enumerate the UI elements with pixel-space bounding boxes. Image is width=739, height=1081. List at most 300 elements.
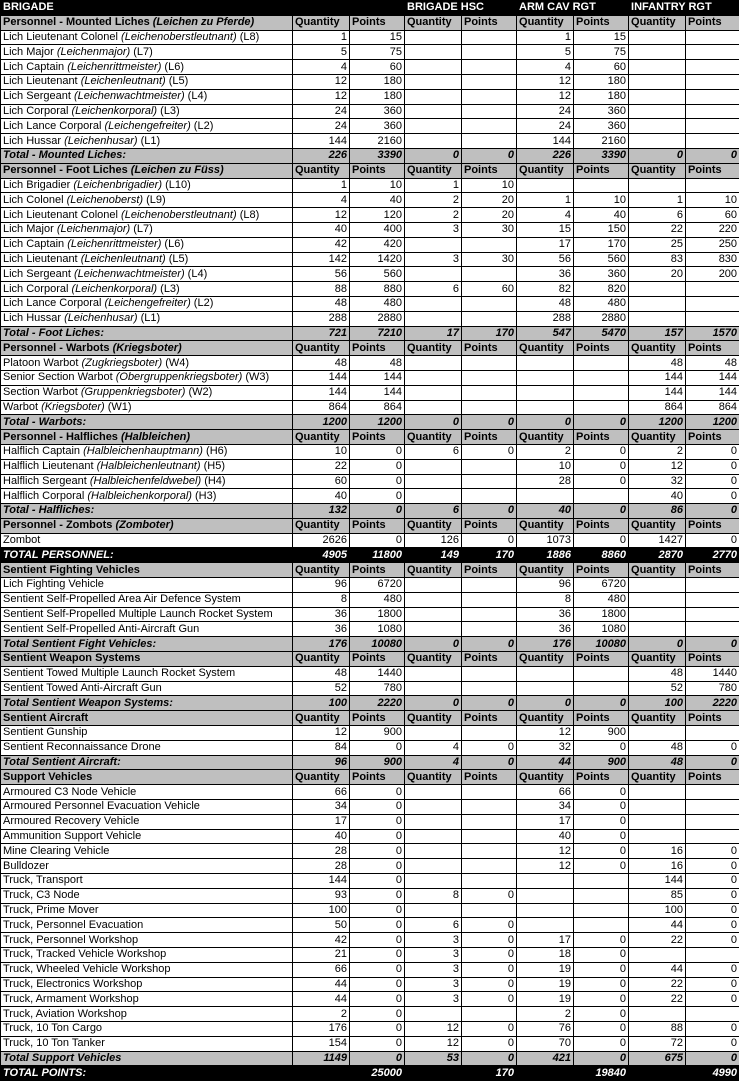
quantity-cell: 66 [293,962,350,977]
section-total-row [1,415,739,430]
points-cell [462,237,517,252]
points-cell: 0 [462,740,517,755]
points-cell: 0 [462,1021,517,1036]
quantity-cell: 126 [405,533,462,548]
points-header: Points [686,430,739,445]
unit-german-name: (Leichengefreiter) [105,297,191,309]
points-cell [574,489,629,504]
table-row [1,800,739,815]
row-label [1,992,293,1007]
points-cell: 40 [574,208,629,223]
quantity-cell: 24 [293,119,350,134]
quantity-cell: 88 [293,282,350,297]
unit-code: (L9) [146,194,166,206]
total-label: Total Sentient Aircraft: [1,755,293,770]
section-header [1,563,739,578]
total-quantity: 96 [293,755,350,770]
points-cell: 780 [350,681,405,696]
points-cell: 0 [350,977,405,992]
quantity-cell [405,1007,462,1022]
points-cell: 15 [574,30,629,45]
row-label [1,444,293,459]
section-title-text: Sentient Fighting Vehicles [3,564,140,576]
total-quantity: 1886 [517,548,574,563]
total-quantity: 0 [405,148,462,163]
row-label [1,134,293,149]
section-title-text: Sentient Aircraft [3,712,88,724]
total-points: 170 [462,326,517,341]
unit-name: Lich Lance Corporal [3,120,101,132]
points-header: Points [350,430,405,445]
quantity-cell [405,903,462,918]
quantity-cell: 96 [293,578,350,593]
row-label [1,459,293,474]
points-cell: 0 [686,962,739,977]
points-header: Points [350,518,405,533]
quantity-cell [405,74,462,89]
row-label [1,74,293,89]
section-header [1,341,739,356]
points-cell: 0 [574,962,629,977]
quantity-cell: 2 [405,208,462,223]
table-row [1,489,739,504]
table-row [1,208,739,223]
quantity-header: Quantity [629,770,686,785]
points-cell [574,370,629,385]
quantity-cell: 4 [517,60,574,75]
row-label [1,740,293,755]
section-title-text: Personnel - Foot Liches [3,164,128,176]
quantity-header: Quantity [629,518,686,533]
quantity-cell: 22 [629,222,686,237]
points-cell [462,874,517,889]
section-title-text: Support Vehicles [3,771,92,783]
points-cell [686,948,739,963]
points-cell: 20 [462,193,517,208]
quantity-cell: 40 [517,829,574,844]
unit-name: Truck, Prime Mover [3,904,99,916]
total-label: Total - Halfliches: [1,504,293,519]
table-row [1,844,739,859]
quantity-cell [405,385,462,400]
unit-name: Truck, Personnel Evacuation [3,919,143,931]
unit-german-name: (Kriegsboter) [41,401,105,413]
total-quantity: 421 [517,1051,574,1066]
points-cell: 1440 [686,666,739,681]
quantity-header: Quantity [293,770,350,785]
row-label [1,681,293,696]
total-quantity: 1149 [293,1051,350,1066]
quantity-cell [405,45,462,60]
quantity-cell [629,104,686,119]
points-cell: 0 [350,948,405,963]
points-cell: 180 [574,89,629,104]
unit-german-name: (Leichengefreiter) [105,120,191,132]
quantity-cell [517,489,574,504]
quantity-cell [405,785,462,800]
points-cell [462,800,517,815]
row-label [1,533,293,548]
table-row [1,814,739,829]
points-cell [574,666,629,681]
points-cell: 0 [686,1036,739,1051]
section-header [1,770,739,785]
points-cell: 0 [686,474,739,489]
quantity-cell: 17 [293,814,350,829]
unit-name: Bulldozer [3,860,49,872]
points-cell: 20 [462,208,517,223]
points-header: Points [686,563,739,578]
unit-german-name: (Leichenrittmeister) [67,61,161,73]
points-header: Points [686,15,739,30]
quantity-cell: 17 [517,237,574,252]
quantity-cell: 44 [629,918,686,933]
points-cell: 0 [350,474,405,489]
section-title-german: (Halbleichen) [121,431,190,443]
points-header: Points [574,563,629,578]
total-points: 0 [462,504,517,519]
unit-name: Lich Colonel [3,194,64,206]
total-label: Total Sentient Weapon Systems: [1,696,293,711]
unit-name: Lich Lieutenant [3,75,78,87]
points-cell: 0 [574,977,629,992]
quantity-header: Quantity [517,518,574,533]
quantity-header: Quantity [629,563,686,578]
unit-name: Halflich Captain [3,445,80,457]
unit-name: Lich Sergeant [3,90,71,102]
points-cell: 400 [350,222,405,237]
quantity-cell: 56 [517,252,574,267]
quantity-cell: 144 [629,370,686,385]
table-row [1,888,739,903]
points-header: Points [686,711,739,726]
quantity-header: Quantity [629,15,686,30]
points-cell: 0 [686,874,739,889]
quantity-cell: 1 [293,178,350,193]
table-row [1,726,739,741]
total-points: 2770 [686,548,739,563]
quantity-cell [405,267,462,282]
points-header: Points [350,563,405,578]
unit-name: Lich Brigadier [3,179,70,191]
section-header [1,15,739,30]
quantity-cell: 48 [293,666,350,681]
points-header: Points [462,518,517,533]
quantity-cell [405,622,462,637]
unit-code: (H4) [204,475,225,487]
unit-german-name: (Leichenoberstleutnant) [121,31,237,43]
points-cell: 1800 [574,607,629,622]
row-label [1,859,293,874]
quantity-header: Quantity [405,341,462,356]
quantity-cell: 144 [293,370,350,385]
quantity-cell [629,785,686,800]
quantity-cell: 96 [517,578,574,593]
quantity-cell: 12 [293,89,350,104]
points-cell: 0 [350,489,405,504]
quantity-cell [405,681,462,696]
unit-code: (L2) [194,297,214,309]
row-label [1,89,293,104]
points-cell [462,726,517,741]
quantity-cell: 32 [629,474,686,489]
points-cell [462,400,517,415]
points-cell: 480 [350,592,405,607]
quantity-cell: 1427 [629,533,686,548]
points-cell [686,800,739,815]
unit-name: Lich Lance Corporal [3,297,101,309]
points-cell [686,178,739,193]
points-cell [686,134,739,149]
points-header: Points [350,652,405,667]
table-row [1,874,739,889]
quantity-cell: 36 [517,622,574,637]
total-quantity: 132 [293,504,350,519]
points-cell: 0 [350,874,405,889]
points-cell [462,578,517,593]
row-label [1,119,293,134]
points-cell: 0 [462,1036,517,1051]
points-cell: 1420 [350,252,405,267]
quantity-cell: 40 [293,222,350,237]
unit-name: Lich Fighting Vehicle [3,578,104,590]
quantity-cell [405,356,462,371]
quantity-header: Quantity [517,15,574,30]
table-row [1,948,739,963]
total-quantity: 0 [629,148,686,163]
unit-code: (L2) [194,120,214,132]
points-header: Points [686,652,739,667]
total-quantity: 0 [517,696,574,711]
table-row [1,444,739,459]
total-quantity: 157 [629,326,686,341]
points-cell: 0 [686,859,739,874]
quantity-header: Quantity [405,518,462,533]
points-cell: 0 [350,888,405,903]
points-cell: 0 [350,903,405,918]
points-cell: 1800 [350,607,405,622]
points-cell: 0 [686,918,739,933]
total-points: 5470 [574,326,629,341]
points-header: Points [574,15,629,30]
quantity-cell [629,282,686,297]
row-label [1,785,293,800]
quantity-cell: 12 [517,89,574,104]
unit-name: Sentient Towed Anti-Aircraft Gun [3,682,162,694]
points-cell: 0 [686,459,739,474]
section-title-text: Personnel - Mounted Liches [3,16,150,28]
points-cell [462,30,517,45]
quantity-cell: 28 [293,844,350,859]
total-points: 900 [350,755,405,770]
quantity-cell: 18 [517,948,574,963]
unit-code: (H5) [204,460,225,472]
quantity-cell: 40 [293,489,350,504]
points-header: Points [350,711,405,726]
points-cell: 0 [574,444,629,459]
quantity-header: Quantity [517,430,574,445]
total-points: 2220 [686,696,739,711]
table-row [1,992,739,1007]
quantity-cell: 22 [629,933,686,948]
points-cell: 144 [686,385,739,400]
table-row [1,311,739,326]
points-header: Points [350,770,405,785]
unit-german-name: (Leichenleutnant) [81,75,166,87]
quantity-cell: 3 [405,252,462,267]
points-cell [686,74,739,89]
points-cell [462,356,517,371]
points-cell: 0 [350,740,405,755]
row-label [1,726,293,741]
table-row [1,104,739,119]
points-cell [686,311,739,326]
quantity-cell: 56 [293,267,350,282]
unit-german-name: (Leichenkorporal) [71,283,157,295]
row-label [1,874,293,889]
quantity-cell: 6 [405,282,462,297]
row-label [1,888,293,903]
quantity-cell: 20 [629,267,686,282]
unit-name: Truck, Tracked Vehicle Workshop [3,948,166,960]
quantity-cell: 34 [517,800,574,815]
column-header-armcav: ARM CAV RGT [517,1,629,16]
points-cell [462,859,517,874]
total-points: 10080 [350,637,405,652]
points-cell [462,829,517,844]
total-points: 0 [686,148,739,163]
quantity-cell [517,400,574,415]
quantity-cell: 2 [293,1007,350,1022]
points-cell: 0 [462,992,517,1007]
quantity-cell: 6 [405,918,462,933]
points-header: Points [574,711,629,726]
unit-name: Lich Captain [3,61,64,73]
points-cell: 1080 [574,622,629,637]
total-points: 0 [686,637,739,652]
points-cell [574,385,629,400]
quantity-header: Quantity [405,163,462,178]
points-header: Points [462,430,517,445]
quantity-cell [517,888,574,903]
points-cell [686,785,739,800]
unit-name: Truck, Personnel Workshop [3,934,138,946]
points-cell: 480 [350,296,405,311]
table-row [1,592,739,607]
total-label: Total - Mounted Liches: [1,148,293,163]
unit-code: (W3) [245,371,269,383]
points-cell: 0 [462,977,517,992]
row-label [1,193,293,208]
quantity-header: Quantity [517,652,574,667]
quantity-cell [405,844,462,859]
total-points: 11800 [350,548,405,563]
total-personnel-label: TOTAL PERSONNEL: [1,548,293,563]
section-title [1,430,293,445]
section-total-row [1,504,739,519]
points-cell: 0 [686,740,739,755]
table-row [1,533,739,548]
quantity-cell: 24 [517,119,574,134]
points-cell: 48 [350,356,405,371]
quantity-cell [629,948,686,963]
total-quantity: 48 [629,755,686,770]
points-cell [686,622,739,637]
total-points: 7210 [350,326,405,341]
quantity-cell: 144 [293,385,350,400]
quantity-cell [517,874,574,889]
points-header: Points [462,711,517,726]
column-header-brigade-totals [293,1,405,16]
points-cell: 200 [686,267,739,282]
quantity-cell [629,178,686,193]
unit-code: (L7) [133,223,153,235]
points-cell: 0 [686,903,739,918]
total-quantity: 176 [517,637,574,652]
unit-code: (L1) [141,135,161,147]
quantity-cell [405,30,462,45]
unit-name: Truck, Transport [3,874,83,886]
unit-german-name: (Leichenmajor) [57,223,130,235]
points-cell: 0 [350,444,405,459]
quantity-cell: 3 [405,962,462,977]
quantity-cell [405,666,462,681]
total-quantity: 0 [405,696,462,711]
row-label [1,829,293,844]
section-title [1,15,293,30]
unit-name: Lich Corporal [3,105,68,117]
quantity-cell: 6 [405,444,462,459]
points-cell [462,385,517,400]
unit-name: Ammunition Support Vehicle [3,830,141,842]
total-points: 3390 [574,148,629,163]
unit-name: Truck, Aviation Workshop [3,1008,127,1020]
quantity-cell: 4 [517,208,574,223]
total-points: 8860 [574,548,629,563]
quantity-header: Quantity [629,652,686,667]
unit-name: Section Warbot [3,386,78,398]
quantity-cell: 34 [293,800,350,815]
quantity-cell [405,474,462,489]
points-cell: 0 [574,1021,629,1036]
quantity-cell [629,311,686,326]
points-cell [462,89,517,104]
quantity-header: Quantity [629,430,686,445]
points-cell: 60 [686,208,739,223]
points-cell: 10 [462,178,517,193]
unit-name: Zombot [3,534,40,546]
points-cell: 0 [686,489,739,504]
points-cell [686,592,739,607]
unit-name: Warbot [3,401,38,413]
unit-name: Sentient Reconnaissance Drone [3,741,161,753]
quantity-cell [405,60,462,75]
row-label [1,592,293,607]
points-cell: 144 [686,370,739,385]
quantity-cell: 144 [293,874,350,889]
quantity-header: Quantity [293,15,350,30]
points-cell [462,814,517,829]
section-header [1,430,739,445]
quantity-header: Quantity [517,163,574,178]
points-cell: 480 [574,592,629,607]
points-cell: 0 [350,918,405,933]
points-cell: 30 [462,222,517,237]
total-quantity: 1200 [293,415,350,430]
quantity-cell: 4 [293,60,350,75]
table-row [1,1036,739,1051]
row-label [1,622,293,637]
